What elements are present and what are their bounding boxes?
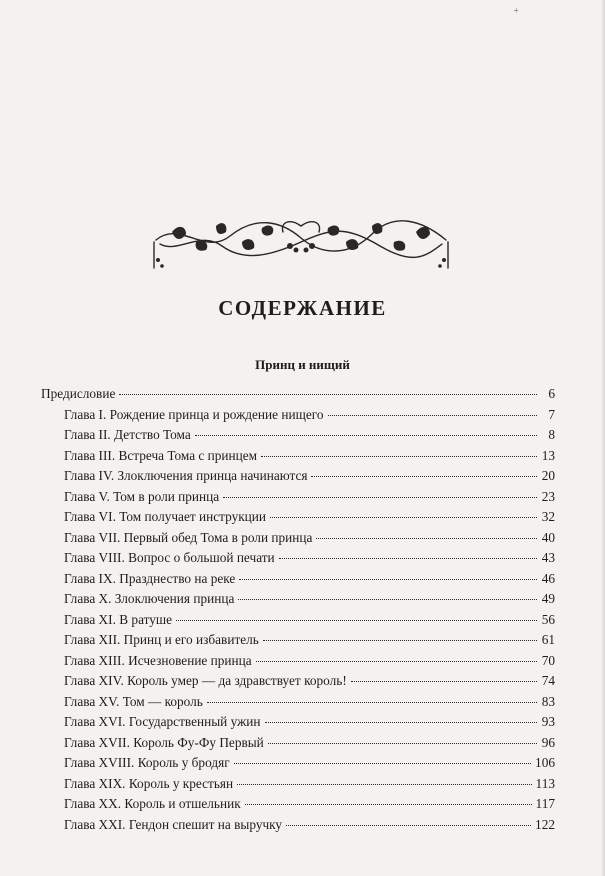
toc-page-number: 122 — [535, 816, 555, 832]
toc-entry-title: Глава XVII. Король Фу-Фу Первый — [64, 734, 264, 750]
dot-leader — [286, 824, 531, 826]
dot-leader — [265, 721, 538, 723]
page-title: СОДЕРЖАНИЕ — [218, 296, 387, 320]
toc-entry-title: Глава III. Встреча Тома с принцем — [64, 447, 258, 463]
page-edge — [601, 0, 605, 876]
dot-leader — [311, 475, 537, 477]
toc-page-number: 40 — [541, 529, 555, 545]
toc-page-number: 13 — [541, 447, 555, 463]
dot-leader — [195, 434, 537, 436]
toc-entry-title: Предисловие — [41, 386, 116, 401]
toc-page-number: 49 — [541, 591, 555, 606]
toc-entry — [64, 795, 555, 813]
dot-leader — [245, 803, 532, 805]
toc-entry-title: Глава XII. Принц и его избавитель — [64, 632, 259, 647]
toc-entry — [64, 693, 555, 711]
toc-entry — [64, 529, 555, 547]
toc-entry — [64, 713, 555, 731]
toc-page-number: 117 — [535, 796, 555, 811]
toc-entry-title: Глава IX. Празднество на реке — [64, 570, 236, 586]
toc-page-number: 46 — [541, 570, 555, 586]
dot-leader — [239, 578, 537, 580]
toc-entry-title: Глава XIII. Исчезновение принца — [64, 652, 252, 668]
toc-entry-title: Глава V. Том в роли принца — [64, 488, 220, 504]
toc-entry — [64, 488, 555, 506]
vine-ornament-icon — [150, 212, 452, 272]
dot-leader — [234, 762, 531, 764]
toc-entry-title: Глава XVIII. Король у бродяг — [64, 755, 230, 770]
dot-leader — [119, 393, 537, 395]
dot-leader — [263, 639, 537, 641]
toc-entry — [64, 611, 555, 629]
toc-entry — [64, 754, 555, 772]
toc-page-number: 20 — [541, 468, 555, 483]
toc-page-number: 96 — [541, 734, 555, 750]
toc-entry — [64, 570, 555, 588]
dot-leader — [270, 516, 537, 518]
dot-leader — [316, 537, 537, 539]
dot-leader — [279, 557, 537, 559]
dot-leader — [261, 455, 537, 457]
toc-entry — [64, 734, 555, 752]
toc-entry-preface — [41, 385, 555, 403]
toc-entry-title: Глава XIX. Король у крестьян — [64, 775, 234, 791]
toc-page-number: 106 — [535, 755, 555, 770]
dot-leader — [207, 701, 537, 703]
toc-entry — [64, 816, 555, 834]
toc-page-number: 43 — [541, 550, 555, 565]
toc-entry-title: Глава XXI. Гендон спешит на выручку — [64, 816, 283, 832]
toc-page-number: 32 — [541, 509, 555, 524]
toc-entry — [64, 590, 555, 608]
toc-entry — [64, 775, 555, 793]
toc-entry — [64, 447, 555, 465]
dot-leader — [328, 414, 537, 416]
toc-entry — [64, 508, 555, 526]
toc-entry-title: Глава VIII. Вопрос о большой печати — [64, 550, 275, 565]
dot-leader — [268, 742, 537, 744]
toc-entry-title: Глава XX. Король и отшельник — [64, 796, 241, 811]
toc-page-number: 7 — [548, 406, 555, 422]
toc-page-number: 8 — [548, 427, 555, 442]
toc-entry-title: Глава XIV. Король умер — да здравствует король! — [64, 673, 347, 688]
toc-entry-title: Глава XI. В ратуше — [64, 611, 173, 627]
toc-page-number: 56 — [541, 611, 555, 627]
toc-entry-title: Глава VI. Том получает инструкции — [64, 509, 267, 524]
toc-page-number: 23 — [541, 488, 555, 504]
dot-leader — [223, 496, 537, 498]
toc-entry — [64, 672, 555, 690]
dot-leader — [238, 598, 537, 600]
toc-entry-title: Глава II. Детство Тома — [64, 427, 191, 442]
dot-leader — [176, 619, 537, 621]
toc-page-number: 6 — [548, 386, 555, 401]
toc-page-number: 70 — [541, 652, 555, 668]
toc-entry-title: Глава IV. Злоключения принца начинаются — [64, 468, 308, 483]
toc-entry-title: Глава XVI. Государственный ужин — [64, 714, 261, 729]
toc-entry-title: Глава VII. Первый обед Тома в роли принца — [64, 529, 313, 545]
toc-page-number: 74 — [541, 673, 555, 688]
toc-entry — [64, 467, 555, 485]
toc-page-number: 61 — [541, 632, 555, 647]
dot-leader — [256, 660, 537, 662]
toc-entry-title: Глава I. Рождение принца и рождение нищего — [64, 406, 324, 422]
dot-leader — [351, 680, 537, 682]
toc-entry — [64, 549, 555, 567]
toc-entry — [64, 406, 555, 424]
toc-entry — [64, 631, 555, 649]
section-subtitle: Принц и нищий — [255, 357, 350, 372]
toc-page-number: 113 — [535, 775, 555, 791]
toc-entry-title: Глава XV. Том — король — [64, 693, 203, 709]
toc-page-number: 83 — [541, 693, 555, 709]
dot-leader — [237, 783, 531, 785]
toc-entry-title: Глава X. Злоключения принца — [64, 591, 235, 606]
corner-mark: + — [513, 6, 519, 17]
toc-entry — [64, 426, 555, 444]
toc-entry — [64, 652, 555, 670]
toc-page-number: 93 — [541, 714, 555, 729]
